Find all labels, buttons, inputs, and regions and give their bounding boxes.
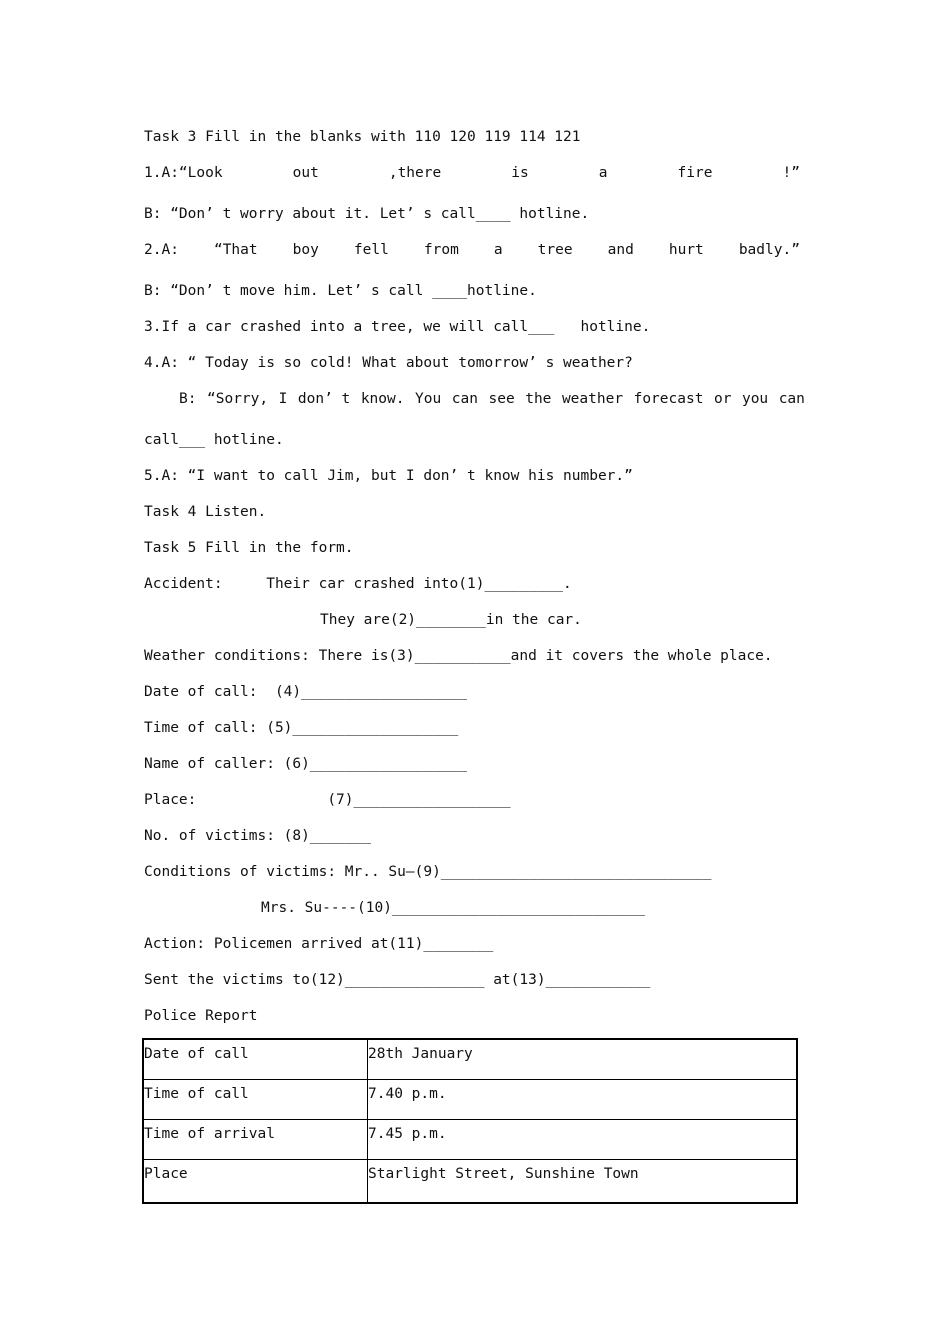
word: out xyxy=(292,165,319,181)
word: a xyxy=(598,165,608,181)
word: from xyxy=(423,242,459,258)
task4-title: Task 4 Listen. xyxy=(144,504,267,520)
form-accident: Accident: Their car crashed into(1)_________. xyxy=(144,576,572,592)
table-cell-value: 7.45 p.m. xyxy=(368,1120,798,1160)
police-report-title: Police Report xyxy=(144,1008,258,1024)
word: weather xyxy=(561,391,624,407)
form-place: Place: (7)__________________ xyxy=(144,792,511,808)
form-accident-2: They are(2)________in the car. xyxy=(320,612,582,628)
word: hurt xyxy=(668,242,704,258)
table-cell-value: 7.40 p.m. xyxy=(368,1080,798,1120)
table-row xyxy=(143,1080,797,1120)
form-weather: Weather conditions: There is(3)___________and it covers the whole place. xyxy=(144,648,773,664)
word: You xyxy=(415,391,442,407)
word: !” xyxy=(782,165,800,181)
word: badly.” xyxy=(738,242,800,258)
form-sent: Sent the victims to(12)________________ at(13)____________ xyxy=(144,972,651,988)
table-cell-label: Time of arrival xyxy=(143,1120,368,1160)
word: can xyxy=(778,391,805,407)
question-2a xyxy=(144,241,800,259)
question-4a: 4.A: “ Today is so cold! What about tomorrow’ s weather? xyxy=(144,355,633,371)
question-2b: B: “Don’ t move him. Let’ s call ____hotline. xyxy=(144,283,537,299)
word: 1.A:“Look xyxy=(144,165,223,181)
word: forecast xyxy=(633,391,704,407)
word: fell xyxy=(353,242,389,258)
table-cell-label: Time of call xyxy=(143,1080,368,1120)
word: “That xyxy=(213,242,258,258)
task3-title: Task 3 Fill in the blanks with 110 120 119 114 121 xyxy=(144,129,581,145)
question-4c: call___ hotline. xyxy=(144,432,284,448)
form-name-of-caller: Name of caller: (6)__________________ xyxy=(144,756,468,772)
word: ,there xyxy=(388,165,442,181)
word: I xyxy=(278,391,288,407)
word: see xyxy=(488,391,515,407)
table-row xyxy=(143,1160,797,1204)
question-4b xyxy=(179,390,805,408)
word: can xyxy=(451,391,478,407)
table-row xyxy=(143,1120,797,1160)
form-date-of-call: Date of call: (4)___________________ xyxy=(144,684,468,700)
question-5a: 5.A: “I want to call Jim, but I don’ t know his number.” xyxy=(144,468,633,484)
word: you xyxy=(741,391,769,407)
form-action: Action: Policemen arrived at(11)________ xyxy=(144,936,494,952)
task5-title: Task 5 Fill in the form. xyxy=(144,540,354,556)
word: know. xyxy=(360,391,405,407)
form-victims: No. of victims: (8)_______ xyxy=(144,828,371,844)
word: fire xyxy=(677,165,713,181)
question-1b: B: “Don’ t worry about it. Let’ s call____ hotline. xyxy=(144,206,590,222)
word: B: xyxy=(179,391,197,407)
word: boy xyxy=(292,242,319,258)
form-conditions-2: Mrs. Su----(10)_____________________________ xyxy=(261,900,646,916)
word: or xyxy=(713,391,732,407)
table-cell-label: Place xyxy=(143,1160,368,1204)
table-row xyxy=(143,1039,797,1080)
form-conditions-1: Conditions of victims: Mr.. Su—(9)_______________________________ xyxy=(144,864,712,880)
table-cell-label: Date of call xyxy=(143,1039,368,1080)
form-time-of-call: Time of call: (5)___________________ xyxy=(144,720,459,736)
police-report-table xyxy=(142,1038,798,1204)
question-1a xyxy=(144,164,800,182)
word: a xyxy=(493,242,503,258)
table-cell-value: Starlight Street, Sunshine Town xyxy=(368,1160,798,1204)
table-cell-value: 28th January xyxy=(368,1039,798,1080)
word: don’ t xyxy=(297,391,351,407)
word: the xyxy=(525,391,552,407)
word: and xyxy=(607,242,634,258)
word: 2.A: xyxy=(144,242,179,258)
word: tree xyxy=(537,242,573,258)
word: “Sorry, xyxy=(207,391,269,407)
word: is xyxy=(511,165,529,181)
question-3: 3.If a car crashed into a tree, we will call___ hotline. xyxy=(144,319,651,335)
